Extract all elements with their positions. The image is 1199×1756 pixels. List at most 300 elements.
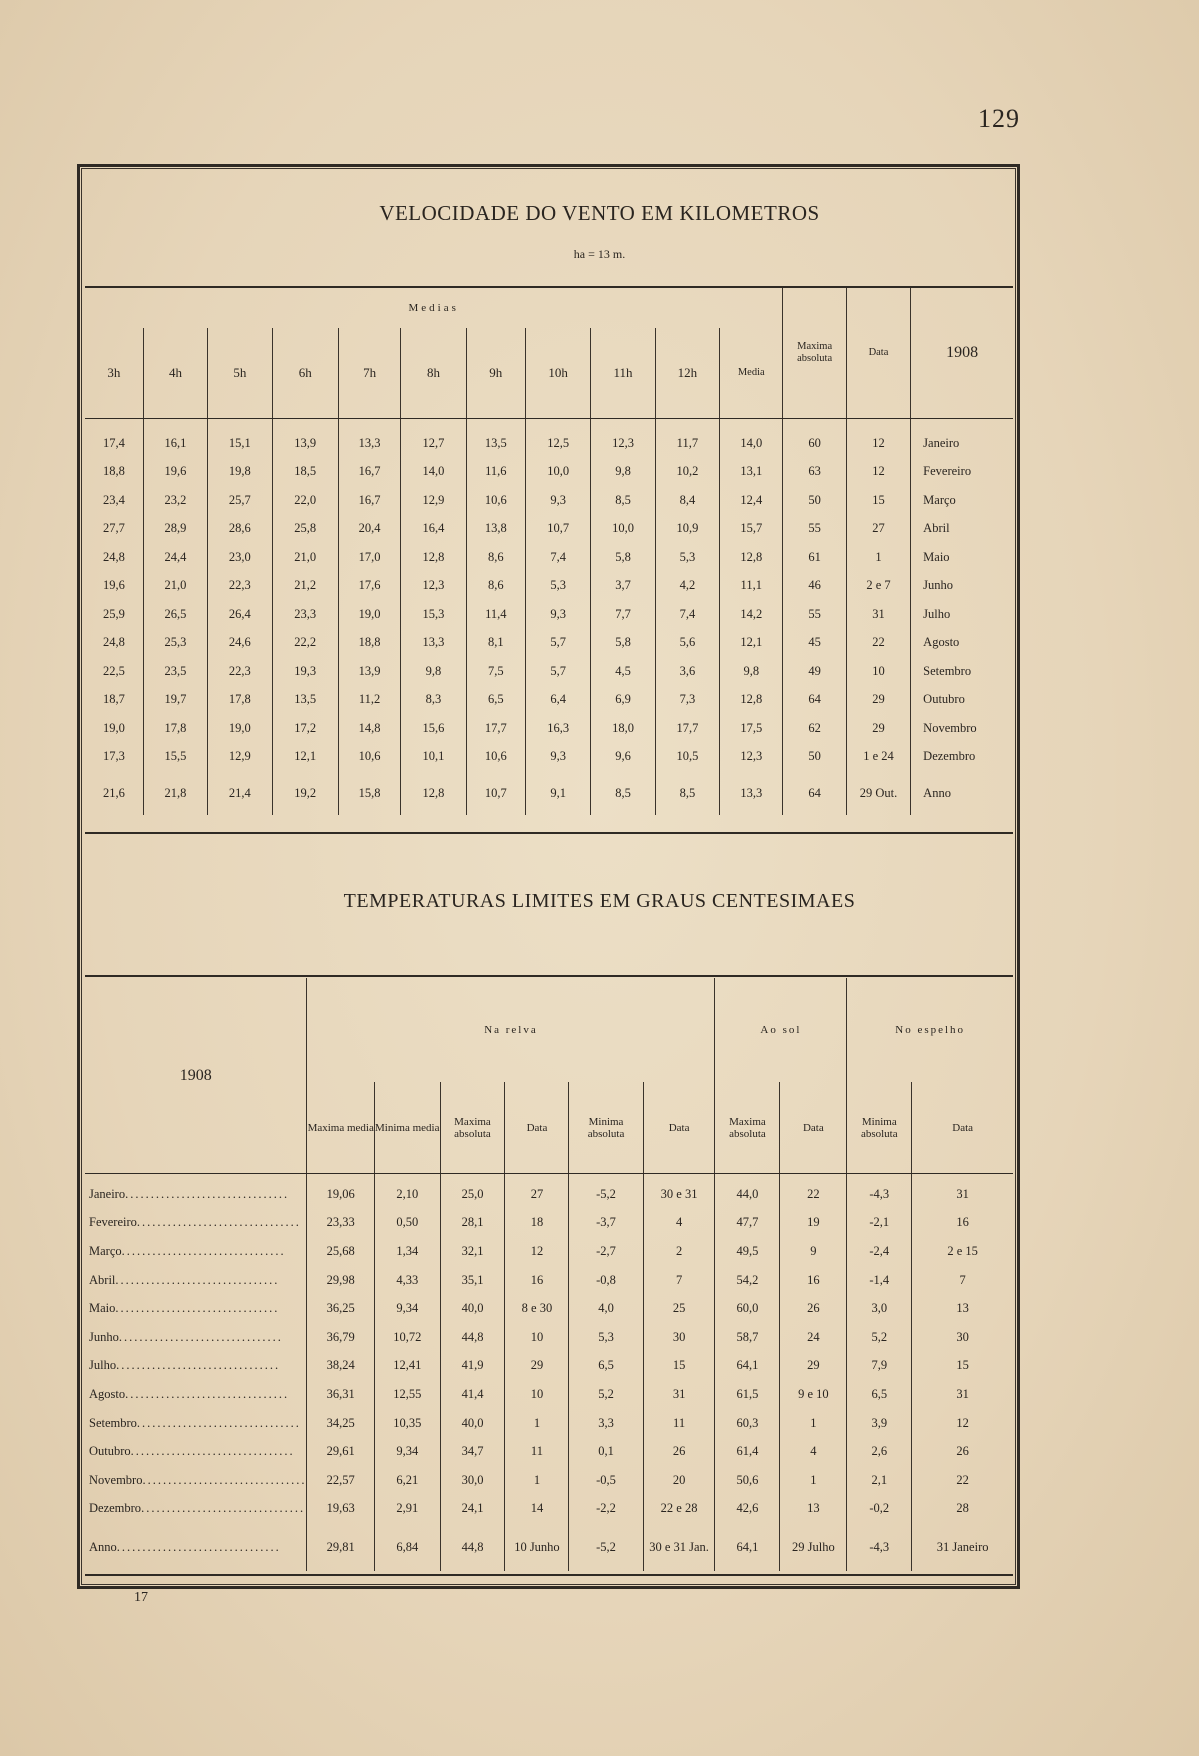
wind-cell: 21,8	[143, 771, 207, 815]
temp-group-relva: Na relva	[307, 978, 715, 1082]
temp-cell: 12	[505, 1237, 569, 1266]
temp-month-cell	[85, 1409, 307, 1438]
wind-cell: 9,8	[401, 657, 466, 686]
wind-month-cell: Agosto	[911, 629, 1013, 658]
wind-group-medias: Medias	[408, 302, 459, 314]
page-number: 129	[978, 104, 1020, 133]
temp-cell: 10	[505, 1323, 569, 1352]
wind-cell: 8,5	[591, 486, 655, 515]
temp-cell: 3,3	[569, 1409, 643, 1438]
temp-cell: 38,24	[307, 1352, 375, 1381]
temp-cell: 2	[643, 1237, 715, 1266]
wind-cell: 18,0	[591, 714, 655, 743]
wind-cell: 8,4	[655, 486, 719, 515]
wind-cell: 21,2	[272, 572, 338, 601]
temp-cell: -3,7	[569, 1209, 643, 1238]
temp-cell: -2,1	[847, 1209, 912, 1238]
temp-cell: 64,1	[715, 1523, 780, 1571]
temp-month-label: Agosto	[89, 1386, 126, 1401]
table-row	[85, 572, 1013, 601]
wind-cell: 12,9	[401, 486, 466, 515]
wind-cell: 23,4	[102, 492, 125, 507]
temp-cell: 12,41	[374, 1352, 440, 1381]
table-row	[85, 743, 1013, 772]
leader-dots: ................................	[125, 1386, 290, 1401]
temp-month-cell	[85, 1466, 307, 1495]
temp-month-cell	[85, 1523, 307, 1571]
wind-cell: 8,6	[466, 543, 525, 572]
wind-cell: 12,9	[208, 743, 272, 772]
wind-date-cell: 31	[846, 600, 910, 629]
table-row	[85, 1352, 1013, 1381]
wind-cell: 18,5	[272, 458, 338, 487]
table-row	[85, 1237, 1013, 1266]
wind-cell: 9,1	[525, 771, 590, 815]
wind-header-maxima: Maxima absoluta	[783, 288, 846, 419]
temp-cell: -2,7	[569, 1237, 643, 1266]
temp-cell: -0,8	[569, 1266, 643, 1295]
table-row	[85, 515, 1013, 544]
temp-cell: 8 e 30	[505, 1294, 569, 1323]
wind-max-cell: 46	[783, 572, 846, 601]
temp-month-cell	[85, 1380, 307, 1409]
leader-dots: ................................	[115, 1301, 280, 1316]
temp-cell: 28	[912, 1495, 1013, 1524]
temp-cell: 7	[643, 1266, 715, 1295]
wind-cell: 17,0	[338, 543, 400, 572]
wind-cell: 27,7	[102, 521, 125, 536]
wind-month-cell: Anno	[911, 771, 1013, 815]
temp-cell: 2,1	[847, 1466, 912, 1495]
wind-cell: 12,8	[401, 771, 466, 815]
wind-cell: 19,3	[272, 657, 338, 686]
wind-date-cell: 2 e 7	[846, 572, 910, 601]
temp-month-cell	[85, 1323, 307, 1352]
temp-cell: 4	[643, 1209, 715, 1238]
leader-dots: ................................	[125, 1186, 290, 1201]
temp-month-label: Abril	[89, 1272, 116, 1287]
temp-cell: 60,0	[715, 1294, 780, 1323]
wind-cell: 8,6	[466, 572, 525, 601]
temp-cell: 5,2	[847, 1323, 912, 1352]
wind-cell: 6,9	[591, 686, 655, 715]
wind-cell: 7,3	[655, 686, 719, 715]
wind-cell: 16,3	[525, 714, 590, 743]
wind-cell: 24,6	[208, 629, 272, 658]
wind-cell: 19,0	[338, 600, 400, 629]
wind-cell: 22,2	[272, 629, 338, 658]
wind-media-cell: 14,0	[720, 419, 783, 458]
temp-cell: 5,2	[569, 1380, 643, 1409]
wind-date-cell: 29	[846, 714, 910, 743]
wind-date-cell: 22	[846, 629, 910, 658]
leader-dots: ................................	[136, 1415, 301, 1430]
temp-month-label: Outubro	[89, 1444, 131, 1459]
leader-dots: ................................	[142, 1472, 307, 1487]
wind-cell: 22,3	[208, 657, 272, 686]
wind-cell: 8,3	[401, 686, 466, 715]
wind-cell: 26,4	[208, 600, 272, 629]
temp-cell: -2,4	[847, 1237, 912, 1266]
temp-cell: 30 e 31 Jan.	[643, 1523, 715, 1571]
temp-month-label: Anno	[89, 1539, 117, 1554]
temp-cell: 13	[912, 1294, 1013, 1323]
temp-cell: 11	[643, 1409, 715, 1438]
wind-cell: 25,3	[143, 629, 207, 658]
temp-cell: 58,7	[715, 1323, 780, 1352]
temp-cell: 19,06	[307, 1174, 375, 1209]
table-row	[85, 1174, 1013, 1209]
temp-month-label: Dezembro	[89, 1501, 142, 1516]
wind-cell: 23,5	[143, 657, 207, 686]
wind-month-cell: Maio	[911, 543, 1013, 572]
wind-cell: 9,3	[525, 486, 590, 515]
temp-cell: 1	[780, 1466, 847, 1495]
wind-cell: 3,6	[655, 657, 719, 686]
temp-cell: 9,34	[374, 1294, 440, 1323]
wind-cell: 17,6	[338, 572, 400, 601]
temp-cell: 1,34	[374, 1237, 440, 1266]
wind-cell: 14,8	[338, 714, 400, 743]
table-row	[85, 1209, 1013, 1238]
temp-cell: 13	[780, 1495, 847, 1524]
wind-cell: 21,0	[143, 572, 207, 601]
wind-cell: 11,6	[466, 458, 525, 487]
wind-date-cell: 15	[846, 486, 910, 515]
temp-header-col: Minima absoluta	[847, 1082, 912, 1174]
wind-max-cell: 61	[783, 543, 846, 572]
temp-cell: 9	[780, 1237, 847, 1266]
temp-cell: 10 Junho	[505, 1523, 569, 1571]
wind-cell: 9,3	[525, 600, 590, 629]
temp-annual-row	[85, 1523, 1013, 1571]
temp-cell: 2,6	[847, 1437, 912, 1466]
table-row	[85, 629, 1013, 658]
temp-cell: 9,34	[374, 1437, 440, 1466]
wind-header-hour: 8h	[401, 328, 466, 419]
wind-cell: 12,3	[401, 572, 466, 601]
temp-cell: 35,1	[440, 1266, 505, 1295]
wind-header-hour: 5h	[208, 328, 272, 419]
temp-cell: 32,1	[440, 1237, 505, 1266]
temp-cell: 15	[912, 1352, 1013, 1381]
temp-cell: 26	[643, 1437, 715, 1466]
table-row	[85, 486, 1013, 515]
wind-cell: 10,6	[466, 486, 525, 515]
wind-month-cell: Novembro	[911, 714, 1013, 743]
temp-month-label: Janeiro	[89, 1186, 126, 1201]
wind-cell: 12,3	[591, 419, 655, 458]
wind-max-cell: 50	[783, 743, 846, 772]
temp-cell: 61,5	[715, 1380, 780, 1409]
wind-bottom-rule	[85, 832, 1013, 834]
wind-cell: 12,7	[401, 419, 466, 458]
temp-month-label: Março	[89, 1243, 122, 1258]
temp-cell: 22	[912, 1466, 1013, 1495]
temp-cell: 10,35	[374, 1409, 440, 1438]
temp-cell: 5,3	[569, 1323, 643, 1352]
temp-month-label: Julho	[89, 1358, 117, 1373]
wind-cell: 5,3	[655, 543, 719, 572]
temp-cell: 36,79	[307, 1323, 375, 1352]
wind-cell: 4,2	[655, 572, 719, 601]
wind-cell: 5,7	[525, 629, 590, 658]
wind-max-cell: 50	[783, 486, 846, 515]
temp-cell: 26	[780, 1294, 847, 1323]
leader-dots: ................................	[130, 1444, 295, 1459]
temp-header-col: Maxima media	[307, 1082, 375, 1174]
wind-media-cell: 11,1	[720, 572, 783, 601]
wind-cell: 15,5	[143, 743, 207, 772]
wind-cell: 16,4	[401, 515, 466, 544]
temp-cell: 10	[505, 1380, 569, 1409]
wind-header-hour: 10h	[525, 328, 590, 419]
wind-cell: 8,1	[466, 629, 525, 658]
temp-cell: 50,6	[715, 1466, 780, 1495]
wind-cell: 7,4	[655, 600, 719, 629]
temp-cell: 31	[912, 1174, 1013, 1209]
wind-header-hour: 6h	[272, 328, 338, 419]
wind-cell: 7,5	[466, 657, 525, 686]
temp-header-col: Maxima absoluta	[440, 1082, 505, 1174]
wind-cell: 25,9	[102, 606, 125, 621]
wind-media-cell: 17,5	[720, 714, 783, 743]
wind-cell: 20,4	[338, 515, 400, 544]
temp-month-label: Setembro	[89, 1415, 137, 1430]
table-row	[85, 714, 1013, 743]
temp-cell: 29,98	[307, 1266, 375, 1295]
temp-cell: 61,4	[715, 1437, 780, 1466]
wind-month-cell: Julho	[911, 600, 1013, 629]
temp-month-label: Fevereiro	[89, 1215, 137, 1230]
temp-cell: 25,0	[440, 1174, 505, 1209]
wind-cell: 23,2	[143, 486, 207, 515]
temp-cell: -5,2	[569, 1174, 643, 1209]
temp-cell: 47,7	[715, 1209, 780, 1238]
temp-cell: 2 e 15	[912, 1237, 1013, 1266]
temp-cell: 6,5	[569, 1352, 643, 1381]
wind-cell: 11,2	[338, 686, 400, 715]
temp-cell: 23,33	[307, 1209, 375, 1238]
wind-header-hour: 4h	[143, 328, 207, 419]
wind-max-cell: 64	[783, 686, 846, 715]
temp-cell: 41,9	[440, 1352, 505, 1381]
temp-cell: 14	[505, 1495, 569, 1524]
temp-cell: 16	[505, 1266, 569, 1295]
wind-month-cell: Abril	[911, 515, 1013, 544]
wind-cell: 10,7	[525, 515, 590, 544]
temp-cell: -5,2	[569, 1523, 643, 1571]
wind-header-year: 1908	[911, 288, 1013, 419]
wind-cell: 13,8	[466, 515, 525, 544]
wind-cell: 9,6	[591, 743, 655, 772]
temp-cell: 4,33	[374, 1266, 440, 1295]
wind-cell: 12,5	[525, 419, 590, 458]
table-row	[85, 657, 1013, 686]
wind-media-cell: 12,8	[720, 686, 783, 715]
wind-cell: 8,5	[591, 771, 655, 815]
temp-cell: 9 e 10	[780, 1380, 847, 1409]
wind-max-cell: 55	[783, 600, 846, 629]
temp-header-col: Data	[643, 1082, 715, 1174]
temp-cell: 2,91	[374, 1495, 440, 1524]
leader-dots: ................................	[116, 1539, 281, 1554]
temp-table	[85, 978, 1013, 1571]
leader-dots: ................................	[118, 1329, 283, 1344]
wind-month-cell: Junho	[911, 572, 1013, 601]
wind-cell: 7,7	[591, 600, 655, 629]
table-row	[85, 1466, 1013, 1495]
temp-cell: 29	[780, 1352, 847, 1381]
temp-cell: 1	[505, 1466, 569, 1495]
wind-cell: 15,3	[401, 600, 466, 629]
wind-cell: 13,9	[338, 657, 400, 686]
temp-cell: 36,25	[307, 1294, 375, 1323]
wind-media-cell: 12,3	[720, 743, 783, 772]
temp-cell: 40,0	[440, 1409, 505, 1438]
temp-cell: 29 Julho	[780, 1523, 847, 1571]
wind-cell: 16,7	[338, 486, 400, 515]
wind-media-cell: 12,4	[720, 486, 783, 515]
temp-cell: 6,5	[847, 1380, 912, 1409]
wind-month-cell: Março	[911, 486, 1013, 515]
wind-cell: 6,4	[525, 686, 590, 715]
wind-subtitle: ha = 13 m.	[573, 247, 626, 261]
temp-cell: 30	[643, 1323, 715, 1352]
temp-cell: 19	[780, 1209, 847, 1238]
wind-cell: 10,6	[338, 743, 400, 772]
temp-cell: -0,2	[847, 1495, 912, 1524]
temp-cell: 1	[505, 1409, 569, 1438]
temp-cell: 27	[505, 1174, 569, 1209]
temp-cell: -4,3	[847, 1174, 912, 1209]
temp-cell: 24,1	[440, 1495, 505, 1524]
wind-cell: 28,6	[208, 515, 272, 544]
wind-cell: 11,7	[655, 419, 719, 458]
temp-cell: 16	[912, 1209, 1013, 1238]
wind-media-cell: 12,8	[720, 543, 783, 572]
wind-cell: 15,1	[208, 419, 272, 458]
wind-cell: 18,7	[102, 692, 125, 707]
wind-header-hour: 11h	[591, 328, 655, 419]
temp-cell: 44,8	[440, 1523, 505, 1571]
wind-cell: 15,8	[338, 771, 400, 815]
wind-cell: 21,4	[208, 771, 272, 815]
temp-cell: 44,0	[715, 1174, 780, 1209]
temp-cell: 28,1	[440, 1209, 505, 1238]
temp-top-rule	[85, 975, 1013, 977]
temp-cell: 11	[505, 1437, 569, 1466]
wind-month-cell: Outubro	[911, 686, 1013, 715]
wind-max-cell: 45	[783, 629, 846, 658]
wind-cell: 22,0	[272, 486, 338, 515]
table-row	[85, 1409, 1013, 1438]
table-row	[85, 1437, 1013, 1466]
wind-media-cell: 15,7	[720, 515, 783, 544]
temp-month-cell	[85, 1495, 307, 1524]
table-row	[85, 1495, 1013, 1524]
table-row	[85, 686, 1013, 715]
wind-month-cell: Dezembro	[911, 743, 1013, 772]
wind-cell: 10,5	[655, 743, 719, 772]
leader-dots: ................................	[136, 1215, 301, 1230]
wind-cell: 6,5	[466, 686, 525, 715]
wind-cell: 19,8	[208, 458, 272, 487]
wind-cell: 17,4	[102, 435, 125, 450]
temp-month-cell	[85, 1174, 307, 1209]
wind-cell: 22,3	[208, 572, 272, 601]
wind-date-cell: 27	[846, 515, 910, 544]
temp-cell: 7	[912, 1266, 1013, 1295]
wind-cell: 10,2	[655, 458, 719, 487]
temp-cell: 31	[643, 1380, 715, 1409]
wind-date-cell: 29	[846, 686, 910, 715]
wind-cell: 17,8	[208, 686, 272, 715]
temp-month-cell	[85, 1352, 307, 1381]
wind-cell: 19,6	[102, 578, 125, 593]
wind-media-cell: 9,8	[720, 657, 783, 686]
temp-month-cell	[85, 1237, 307, 1266]
wind-cell: 5,7	[525, 657, 590, 686]
temp-cell: 25,68	[307, 1237, 375, 1266]
wind-date-cell: 10	[846, 657, 910, 686]
wind-cell: 17,2	[272, 714, 338, 743]
temp-cell: 25	[643, 1294, 715, 1323]
temp-cell: 10,72	[374, 1323, 440, 1352]
wind-max-cell: 64	[783, 771, 846, 815]
table-row	[85, 1294, 1013, 1323]
wind-cell: 5,6	[655, 629, 719, 658]
temp-cell: 19,63	[307, 1495, 375, 1524]
temp-cell: 31	[912, 1380, 1013, 1409]
leader-dots: ................................	[141, 1501, 306, 1516]
wind-cell: 19,2	[272, 771, 338, 815]
temp-cell: 60,3	[715, 1409, 780, 1438]
temp-cell: 4	[780, 1437, 847, 1466]
wind-cell: 24,8	[102, 549, 125, 564]
temp-cell: 6,21	[374, 1466, 440, 1495]
wind-cell: 16,1	[143, 419, 207, 458]
temp-cell: 0,50	[374, 1209, 440, 1238]
temp-cell: 3,9	[847, 1409, 912, 1438]
wind-max-cell: 55	[783, 515, 846, 544]
wind-date-cell: 29 Out.	[846, 771, 910, 815]
temp-cell: -1,4	[847, 1266, 912, 1295]
table-row	[85, 1266, 1013, 1295]
wind-cell: 13,5	[272, 686, 338, 715]
wind-cell: 12,8	[401, 543, 466, 572]
temp-cell: 18	[505, 1209, 569, 1238]
wind-media-cell: 13,1	[720, 458, 783, 487]
wind-cell: 25,7	[208, 486, 272, 515]
wind-max-cell: 60	[783, 419, 846, 458]
temp-cell: 31 Janeiro	[912, 1523, 1013, 1571]
wind-cell: 15,6	[401, 714, 466, 743]
wind-cell: 21,6	[102, 785, 125, 800]
wind-date-cell: 12	[846, 419, 910, 458]
wind-cell: 10,0	[525, 458, 590, 487]
wind-header-data: Data	[846, 288, 910, 419]
temp-cell: 42,6	[715, 1495, 780, 1524]
table-row	[85, 1380, 1013, 1409]
wind-cell: 17,7	[655, 714, 719, 743]
wind-header-hour: 7h	[338, 328, 400, 419]
wind-max-cell: 63	[783, 458, 846, 487]
temp-title: TEMPERATURAS LIMITES EM GRAUS CENTESIMAES	[343, 890, 856, 912]
temp-header-col: Maxima absoluta	[715, 1082, 780, 1174]
temp-cell: -4,3	[847, 1523, 912, 1571]
wind-month-cell: Setembro	[911, 657, 1013, 686]
